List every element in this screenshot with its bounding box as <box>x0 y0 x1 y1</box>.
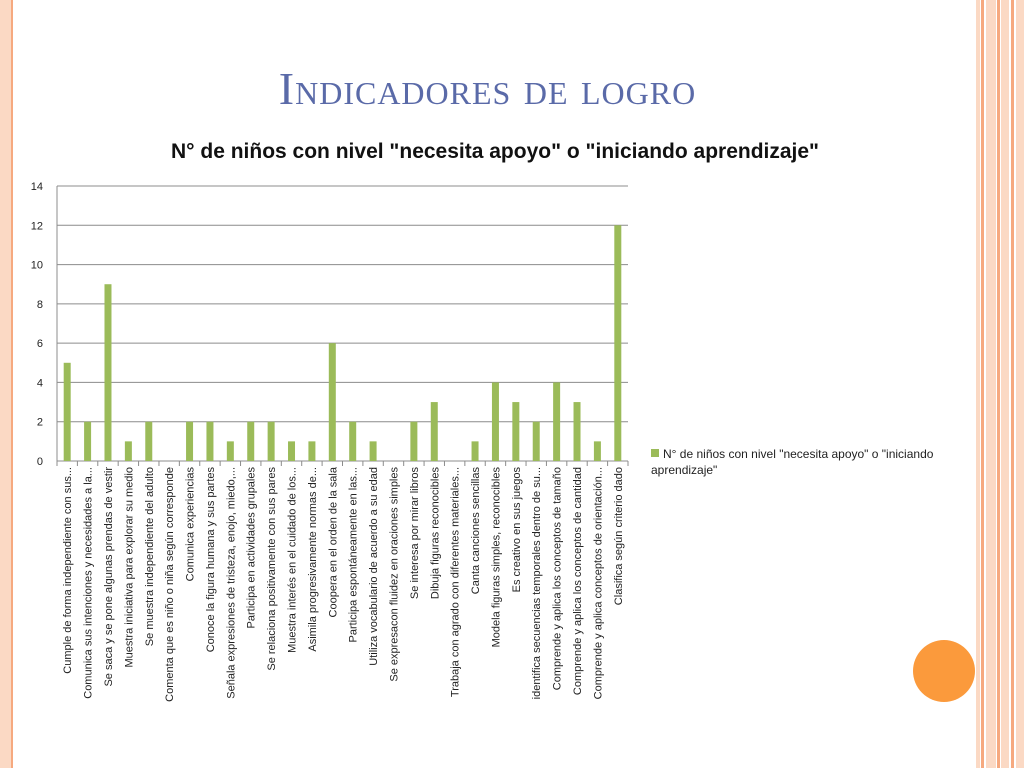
bar <box>64 363 71 461</box>
x-tick-label: Se expresacon fluidez en oraciones simples <box>388 467 401 682</box>
x-tick-label: Conoce la figura humana y sus partes <box>204 467 217 653</box>
bar <box>288 441 295 461</box>
x-tick-label: Se muestra independiente del adulto <box>143 467 156 647</box>
y-tick-label: 14 <box>30 181 43 193</box>
legend-label: N° de niños con nivel "necesita apoyo" o "iniciando aprendizaje" <box>651 447 934 477</box>
x-tick-label: Comenta que es niño o niña según corresponde <box>164 467 177 702</box>
x-tick-label: identifica secuencias temporales dentro de su... <box>531 467 544 700</box>
bar <box>268 422 275 461</box>
y-tick-label: 6 <box>36 338 43 351</box>
x-tick-label: Asimila progresivamente normas de... <box>306 467 319 652</box>
bar <box>431 402 438 461</box>
legend-swatch <box>651 449 659 457</box>
x-tick-label: Clasifica según criterio dado <box>612 467 625 606</box>
decorative-orange-circle <box>913 640 975 702</box>
x-tick-label: Se saca y se pone algunas prendas de vestir <box>102 467 115 687</box>
x-tick-label: Comprende y aplica los conceptos de tamaño <box>551 467 564 691</box>
bar <box>349 422 356 461</box>
bar <box>227 441 234 461</box>
bar <box>308 441 315 461</box>
y-tick-label: 10 <box>30 259 43 272</box>
bar <box>145 422 152 461</box>
x-tick-label: Canta canciones sencillas <box>470 467 483 595</box>
y-tick-label: 0 <box>36 456 43 468</box>
x-tick-label: Es creativo en sus juegos <box>510 467 523 593</box>
x-tick-label: Dibuja figuras reconocibles <box>429 467 442 600</box>
chart-legend <box>651 446 971 478</box>
y-tick-label: 8 <box>36 298 43 311</box>
bar <box>472 441 479 461</box>
bar <box>206 422 213 461</box>
x-tick-label: Participa espontáneamente en las... <box>347 467 360 643</box>
y-tick-label: 4 <box>36 377 43 390</box>
bar <box>553 382 560 461</box>
bar <box>84 422 91 461</box>
bar <box>329 343 336 461</box>
bar <box>492 382 499 461</box>
y-tick-label: 12 <box>30 220 43 233</box>
bar <box>594 441 601 461</box>
slide-title: Indicadores de logro <box>278 63 697 114</box>
bar <box>614 225 621 461</box>
x-tick-label: Participa en actividades grupales <box>245 467 258 629</box>
bar <box>512 402 519 461</box>
x-tick-label: Comunica experiencias <box>184 467 197 582</box>
bar <box>533 422 540 461</box>
x-tick-label: Comprende y aplica los conceptos de cantidad <box>572 467 585 696</box>
x-tick-label: Comunica sus intenciones y necesidades a la... <box>82 467 95 699</box>
bar <box>370 441 377 461</box>
x-tick-label: Modela figuras simples, reconocibles <box>490 467 503 648</box>
x-tick-label: Comprende y aplica conceptos de orientación... <box>592 467 605 700</box>
bar <box>104 284 111 461</box>
bar <box>247 422 254 461</box>
x-tick-label: Señala expresiones de tristeza, enojo, miedo,... <box>225 467 238 699</box>
chart-title: N° de niños con nivel "necesita apoyo" o "iniciando aprendizaje" <box>170 140 820 163</box>
x-tick-label: Coopera en el orden de la sala <box>327 467 340 618</box>
bar <box>574 402 581 461</box>
x-tick-label: Utiliza vocabulario de acuerdo a su edad <box>368 467 381 666</box>
x-tick-label: Se relaciona positivamente con sus pares <box>266 467 279 671</box>
bar <box>186 422 193 461</box>
x-tick-label: Se interesa por mirar libros <box>408 467 421 600</box>
y-tick-label: 2 <box>36 416 43 429</box>
x-tick-label: Muestra iniciativa para explorar su medio <box>123 467 136 668</box>
x-tick-label: Trabaja con agrado con diferentes materiales... <box>449 467 462 698</box>
bar <box>410 422 417 461</box>
bar <box>125 441 132 461</box>
x-tick-label: Muestra interés en el cuidado de los... <box>286 467 299 653</box>
x-tick-label: Cumple de forma independiente con sus... <box>62 467 75 674</box>
